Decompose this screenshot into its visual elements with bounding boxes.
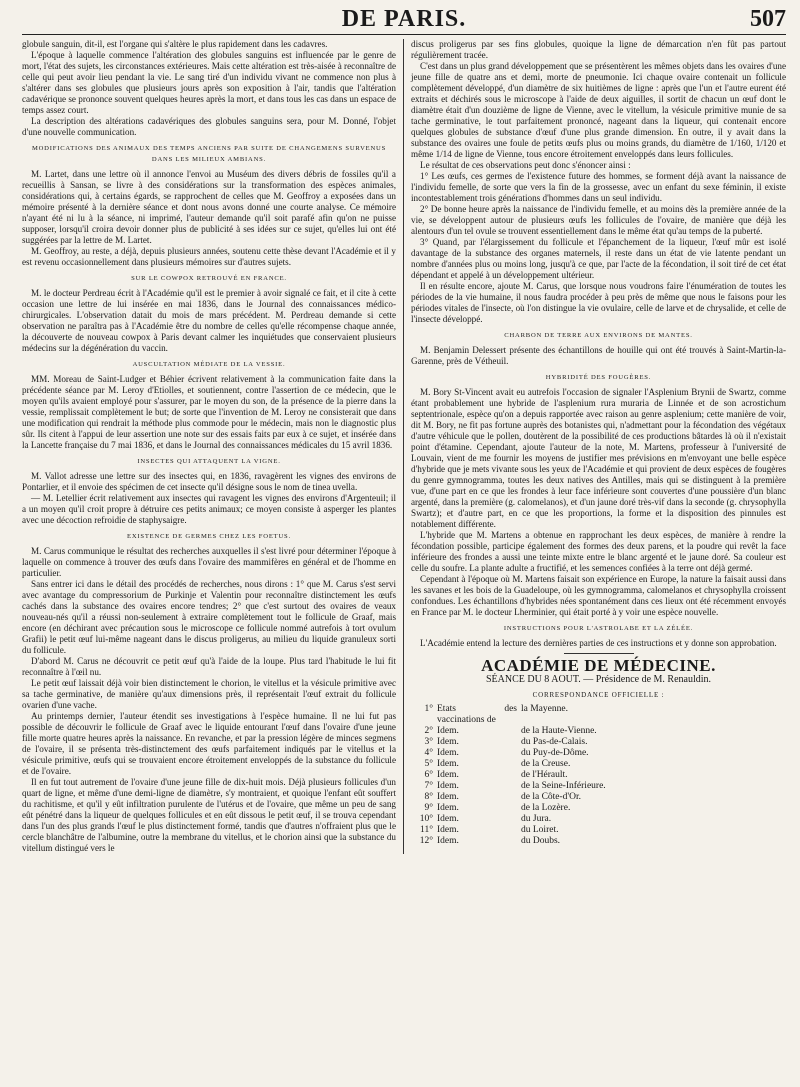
vacc-department: de la Seine-Inférieure. — [521, 781, 606, 791]
list-item — [413, 704, 610, 726]
vacc-number: 11° — [420, 825, 433, 835]
vacc-department: du Jura. — [521, 814, 552, 824]
paragraph: 2° De bonne heure après la naissance de l'individu femelle, et au moins dès la première année de la vie, se développent autour de plusieurs œufs les follicules de l'ovaire, de manière que déjà les alentours d'un tel ovule se trouvent essentiellement dans le même état qu'au temps de la puberté. — [411, 204, 786, 236]
paragraph: C'est dans un plus grand développement que se présentèrent les mêmes objets dans les ovaires d'une jeune fille de quatre ans et demi, morte de pneumonie. Ici chaque ovaire contenait un follicule complètement développé, d'un diamètre de six huitièmes de ligne : après que l'un et l'autre eurent été extraits et déchirés sous le microscope à l'aide de deux aiguilles, il sortit de chacun un œuf dont le diamètre était d'un douzième de ligne de Vienne, avec le vitellum, la vésicule primitive munie de sa tache germinative, le tout parfaitement prononcé, nageant dans la liqueur, qui contenait encore quelques globules de substance d'œuf d'une plus grande dimension. En outre, il y avait dans la substance des ovaires une foule de petits œufs plus ou moins grands, du diamètre de 1/160, 1/120 et même 1/14 de ligne de Vienne, tous encore étroitement enveloppés dans leurs follicules. — [411, 61, 786, 159]
vacc-number: 4° — [424, 748, 433, 758]
paragraph: Il en fut tout autrement de l'ovaire d'une jeune fille de dix-huit mois. Déjà plusieurs follicules d'un quart de ligne, et même d'une demi-ligne de diamètre, s'y montraient, et quoique l'enfant eût souffert du rachitisme, et qu'il y eût infiltration purulente de l'utérus et de l'ovaire, que même un peu de sang eût pénétré dans la liqueur de quelques follicules et en eût dissous le petit œuf, il se trouva cependant dans l'un des plus grands l'œuf le plus distinctement formé, tandis que d'autres n'offraient plus que le cercle blanchâtre de l'albumine, outre la membrane du vitellus, et le chorion ainsi que la substance du vitellum distingué vers le — [22, 777, 396, 853]
vacc-department: de la Lozère. — [521, 803, 571, 813]
list-item — [413, 737, 610, 748]
vacc-label: Idem. — [437, 726, 459, 736]
paragraph: Sans entrer ici dans le détail des procédés de recherches, nous dirons : 1° que M. Carus s'est servi avec avantage du compressorium de Purkinje et Valentin pour reconnaître distinctement les œufs cachés dans la substance des ovaires encore tendres; 2° que c'est surtout des ovaires de veaux nouveau-nés qu'il a réussi non-seulement à extraire complètement tout le follicule de Graaf, mais encore (en déchirant avec précaution sous le microscope ce follicule nommé autrefois à tort ovulum Grafii) le petit œuf lui-même nageant dans le discus proligerus, au milieu du liquide granuleux sorti du follicule. — [22, 579, 396, 655]
left-column — [22, 39, 404, 854]
paragraph: Au printemps dernier, l'auteur étendit ses investigations à l'espèce humaine. Il ne lui fut pas possible de découvrir le follicule de Graaf avec le liquide entourant l'œuf dans l'ovaire d'une jeune fille morte quatre heures après la naissance. En revanche, et par la pression légère de minces segmens de l'ovaire, il se présenta très-distinctement des œufs parfaitement indiqués par le vitellus et la vésicule primitive, œufs qui se trouvaient encore étroitement enveloppés de la substance du follicule et de l'ovaire. — [22, 711, 396, 776]
paragraph: M. Vallot adresse une lettre sur des insectes qui, en 1836, ravagèrent les vignes des environs de Pontarlier, et il envoie des spécimen de cet insecte qu'il désigne sous le nom de tinea uvella. — [22, 471, 396, 492]
page-number: 507 — [750, 6, 786, 32]
list-item — [413, 770, 610, 781]
vacc-department: du Doubs. — [521, 836, 561, 846]
paragraph: discus proligerus par ses fins globules, quoique la ligne de démarcation n'en fût pas partout régulièrement tracée. — [411, 39, 786, 60]
section-heading: CHARBON DE TERRE AUX ENVIRONS DE MANTES. — [504, 332, 693, 339]
session-line: SÉANCE DU 8 AOUT. — Présidence de M. Renauldin. — [485, 674, 712, 685]
list-item — [413, 748, 610, 759]
vacc-number: 2° — [424, 726, 433, 736]
paragraph: Cependant à l'époque où M. Martens faisait son expérience en Europe, la nature la faisait aussi dans les savanes et les bois de la Guadeloupe, où les gymnogramma, calomelanos et chrysophylla croissent confondues. Les échantillons d'hybrides nées spontanément dans ces lieux ont été récemment envoyés en France par M. le docteur Lherminier, qui était porté à y voir une espèce nouvelle. — [411, 574, 786, 617]
paragraph: 3° Quand, par l'élargissement du follicule et l'épanchement de la liqueur, l'œuf mûr est isolé davantage de la substance des organes maternels, il reste dans un état de vie latente pendant un nombre d'années plus ou moins long, jusqu'à ce que, par l'acte de la fécondation, il soit tiré de cet état dépendant et appelé à un développement ultérieur. — [411, 237, 786, 280]
section-heading: INSECTES QUI ATTAQUENT LA VIGNE. — [137, 458, 281, 465]
vaccination-list — [413, 704, 610, 847]
list-item — [413, 781, 610, 792]
vacc-label: Idem. — [437, 781, 459, 791]
paragraph: Le résultat de ces observations peut donc s'énoncer ainsi : — [420, 160, 631, 170]
paragraph: M. le docteur Perdreau écrit à l'Académie qu'il est le premier à avoir signalé ce fait, et il cite à cette occasion une lettre de lui insérée en mai 1836, dans le Journal des connaissances médico-chirurgicales. L'observation datait du mois de mars précédent. M. Perdreau demande si cette observation ne paraîtra pas à l'Académie être du nombre de celles qu'elle récompense chaque année, la découverte de nouveau cowpox à Paris devant calmer les inquiétudes que conservaient plusieurs médecins sur la dégénération du vaccin. — [22, 288, 396, 353]
paragraph: 1° Les œufs, ces germes de l'existence future des hommes, se forment déjà avant la naissance de l'individu femelle, de sorte que vers la fin de la grossesse, avec un enfant du sexe féminin, il existe incontestablement trois générations d'hommes dans un seul individu. — [411, 171, 786, 203]
paragraph: Le petit œuf laissait déjà voir bien distinctement le chorion, le vitellus et la vésicule primitive avec sa tache germinative, de manière qu'aux dimensions près, il représentait l'œuf extrait du follicule ovarien d'une vache. — [22, 678, 396, 710]
masthead — [22, 4, 786, 35]
list-item — [413, 803, 610, 814]
paragraph: M. Bory St-Vincent avait eu autrefois l'occasion de signaler l'Asplenium Brynii de Swartz, comme étant probablement une hybride de l'asplenium rura muraria de Linnée et de son acrostichum septentrionale, espèce qu'on a depuis rapportée avec raison au genre asplenium; cette manière de voir, dit M. Bory, ne fit pas fortune auprès des botanistes qui, n'admettant pour la fécondation des végétaux d'autre véhicule que le pollen, doutèrent de la possibilité de ces productions bâtardes là où il n'existait point d'étamine. Cependant, ajoute l'auteur de la note, M. Martens, professeur à l'université de Louvain, vient de me fournir les moyens de justifier mes prévisions en m'envoyant une belle espèce d'hybride que je mets vivante sous les yeux de l'Académie et qui provient de deux espèces de fougères du genre gymnogramma, toutes les deux natives des Antilles, mais qui se distinguent à la première vue, d'une part en ce que les frondes à leur face inférieure sont couvertes d'une poussière d'un blanc argenté, dans la première (g. calomelanos), et d'un jaune doré très-vif dans la seconde (g. chrysophylla Swartz); et d'autre part, en ce que les proportions, la forme et la disposition des pinnules est notablement différente. — [411, 387, 786, 529]
vacc-label: Idem. — [437, 748, 459, 758]
vacc-number: 10° — [419, 814, 433, 824]
paragraph: M. Geoffroy, au reste, a déjà, depuis plusieurs années, soutenu cette thèse devant l'Académie et il y est revenu occasionnellement dans plusieurs mémoires sur d'autres sujets. — [22, 246, 396, 267]
paragraph: L'époque à laquelle commence l'altération des globules sanguins est influencée par le genre de mort, l'état des sujets, les circonstances extérieures. Mais cette altération est très-aisée à reconnaître de celle qui peut avoir lieu pendant la vie. Le sang tiré d'un individu vivant ne commence non plus à s'altérer dans ses globules que plusieurs jours après son exposition à l'air, tandis que l'altération cadavérique se prononce souvent quelques heures après la mort, et dans tous les cas dans un espace de temps assez court. — [22, 50, 396, 115]
paragraph: La description des altérations cadavériques des globules sanguins sera, pour M. Donné, l'objet d'une nouvelle communication. — [22, 116, 396, 137]
vacc-label: Etats des vaccinations de — [437, 704, 517, 725]
vacc-department: de la Creuse. — [521, 759, 571, 769]
vacc-department: de la Côte-d'Or. — [521, 792, 582, 802]
paragraph: globule sanguin, dit-il, est l'organe qui s'altère le plus rapidement dans les cadavres. — [22, 39, 328, 49]
paragraph: — M. Letellier écrit relativement aux insectes qui ravagent les vignes des environs d'Argenteuil; il a un moyen qu'il croit propre à détruire ces petits animaux; ce moyen consiste à asperger les plantes avec une décoction refroidie de staphysaigre. — [22, 493, 396, 525]
vacc-label: Idem. — [437, 792, 459, 802]
correspondence-heading: CORRESPONDANCE OFFICIELLE : — [532, 691, 665, 699]
vacc-label: Idem. — [437, 770, 459, 780]
vacc-label: Idem. — [437, 825, 459, 835]
list-item — [413, 792, 610, 803]
list-item — [413, 726, 610, 737]
vacc-department: du Loiret. — [521, 825, 559, 835]
vacc-number: 12° — [419, 836, 433, 846]
divider — [564, 653, 634, 654]
paragraph: M. Benjamin Delessert présente des échantillons de houille qui ont été trouvés à Saint-Martin-la-Garenne, près de Vétheuil. — [411, 345, 786, 366]
paragraph: M. Carus communique le résultat des recherches auxquelles il s'est livré pour déterminer l'époque à laquelle on commence à trouver des œufs dans l'ovaire des mammifères en général et de l'homme en particulier. — [22, 546, 396, 578]
vacc-number: 9° — [424, 803, 433, 813]
vacc-number: 5° — [424, 759, 433, 769]
columns — [22, 39, 786, 854]
vacc-department: la Mayenne. — [521, 704, 568, 714]
vacc-label: Idem. — [437, 737, 459, 747]
paragraph: L'Académie entend la lecture des dernières parties de ces instructions et y donne son approbation. — [420, 638, 777, 648]
vacc-number: 8° — [424, 792, 433, 802]
paragraph: Il en résulte encore, ajoute M. Carus, que lorsque nous voudrons faire l'énumération de toutes les périodes de la vie humaine, il nous faudra procéder à peu près de même que nous le faisons pour les périodes vitales de l'insecte, où l'on distingue la vie ovulaire, celle de larve et de chrysalide, et celle de l'insecte développé. — [411, 281, 786, 324]
section-heading: MODIFICATIONS DES ANIMAUX DES TEMPS ANCIENS PAR SUITE DE CHANGEMENS SURVENUS DANS LES MILIEUX AMBIANS. — [31, 145, 387, 163]
vacc-label: Idem. — [437, 836, 459, 846]
vacc-number: 6° — [424, 770, 433, 780]
vacc-label: Idem. — [437, 814, 459, 824]
paragraph: D'abord M. Carus ne découvrit ce petit œuf qu'à l'aide de la loupe. Plus tard l'habitude le lui fit reconnaître à l'œil nu. — [22, 656, 396, 677]
section-heading: SUR LE COWPOX RETROUVÉ EN FRANCE. — [131, 275, 287, 282]
list-item — [413, 825, 610, 836]
paragraph: M. Lartet, dans une lettre où il annonce l'envoi au Muséum des divers débris de fossiles qu'il a recueillis à Sansan, se livre à des considérations sur la transformation des espèces animales, considérations qui, à certains égards, se rapprochent de celles que M. Geoffroy a exposées dans un mémoire présenté à la dernière séance et dont nous avons donné une courte analyse. Ce mémoire n'ayant été ni lu à la séance, ni imprimé, l'auteur demande qu'il soit parafé afin qu'on ne puisse supposer, lorsqu'il croira devoir donner plus de publicité à ses idées sur ce sujet, qu'elles lui ont été suggérées par la lettre de M. Lartet. — [22, 169, 396, 245]
vacc-number: 1° — [424, 704, 433, 714]
vacc-department: de l'Hérault. — [521, 770, 568, 780]
section-heading: HYBRIDITÉ DES FOUGÈRES. — [545, 374, 652, 381]
list-item — [413, 814, 610, 825]
vacc-department: de la Haute-Vienne. — [521, 726, 597, 736]
vacc-number: 3° — [424, 737, 433, 747]
section-heading: AUSCULTATION MÉDIATE DE LA VESSIE. — [132, 361, 286, 368]
vacc-number: 7° — [424, 781, 433, 791]
vacc-department: du Puy-de-Dôme. — [521, 748, 589, 758]
vacc-label: Idem. — [437, 803, 459, 813]
section-heading: EXISTENCE DE GERMES CHEZ LES FOETUS. — [127, 533, 291, 540]
vacc-department: du Pas-de-Calais. — [521, 737, 588, 747]
section-heading: INSTRUCTIONS POUR L'ASTROLABE ET LA ZÉLÉE. — [503, 625, 694, 632]
paragraph: MM. Moreau de Saint-Ludger et Béhier écrivent relativement à la communication faite dans la précédente séance par M. Leroy d'Etiolles, et soutiennent, contre l'assertion de ce médecin, que le moyen qu'ils avaient employé pour s'assurer, par le moyen du son, de la présence de la pierre dans la vessie, remplissait complètement le but; de sorte que l'invention de M. Leroy ne consisterait que dans une modification qui rendrait la méthode plus commode pour le médecin, mais non le diagnostic plus sûr. Ils citent à l'appui de leur assertion une note sur des essais faits par eux à ce sujet, et insérée dans la Lancette française du 7 mai 1836, et dans le Journal des connaissances médicales du 15 avril 1836. — [22, 374, 396, 450]
academy-heading: ACADÉMIE DE MÉDECINE. — [481, 656, 716, 675]
list-item — [413, 836, 610, 847]
vacc-label: Idem. — [437, 759, 459, 769]
list-item — [413, 759, 610, 770]
right-column — [404, 39, 786, 854]
masthead-title: DE PARIS. — [341, 6, 467, 32]
paragraph: L'hybride que M. Martens a obtenue en rapprochant les deux espèces, de manière à rendre la fécondation possible, participe également des formes des deux parens, et la poudre qui revêt la face inférieure des frondes a aussi une teinte mixte entre le blanc argenté et le jaune doré. Sa couleur est celle du soufre. La plante adulte a fructifié, et les semences confiées à la terre ont déjà germé. — [411, 530, 786, 573]
